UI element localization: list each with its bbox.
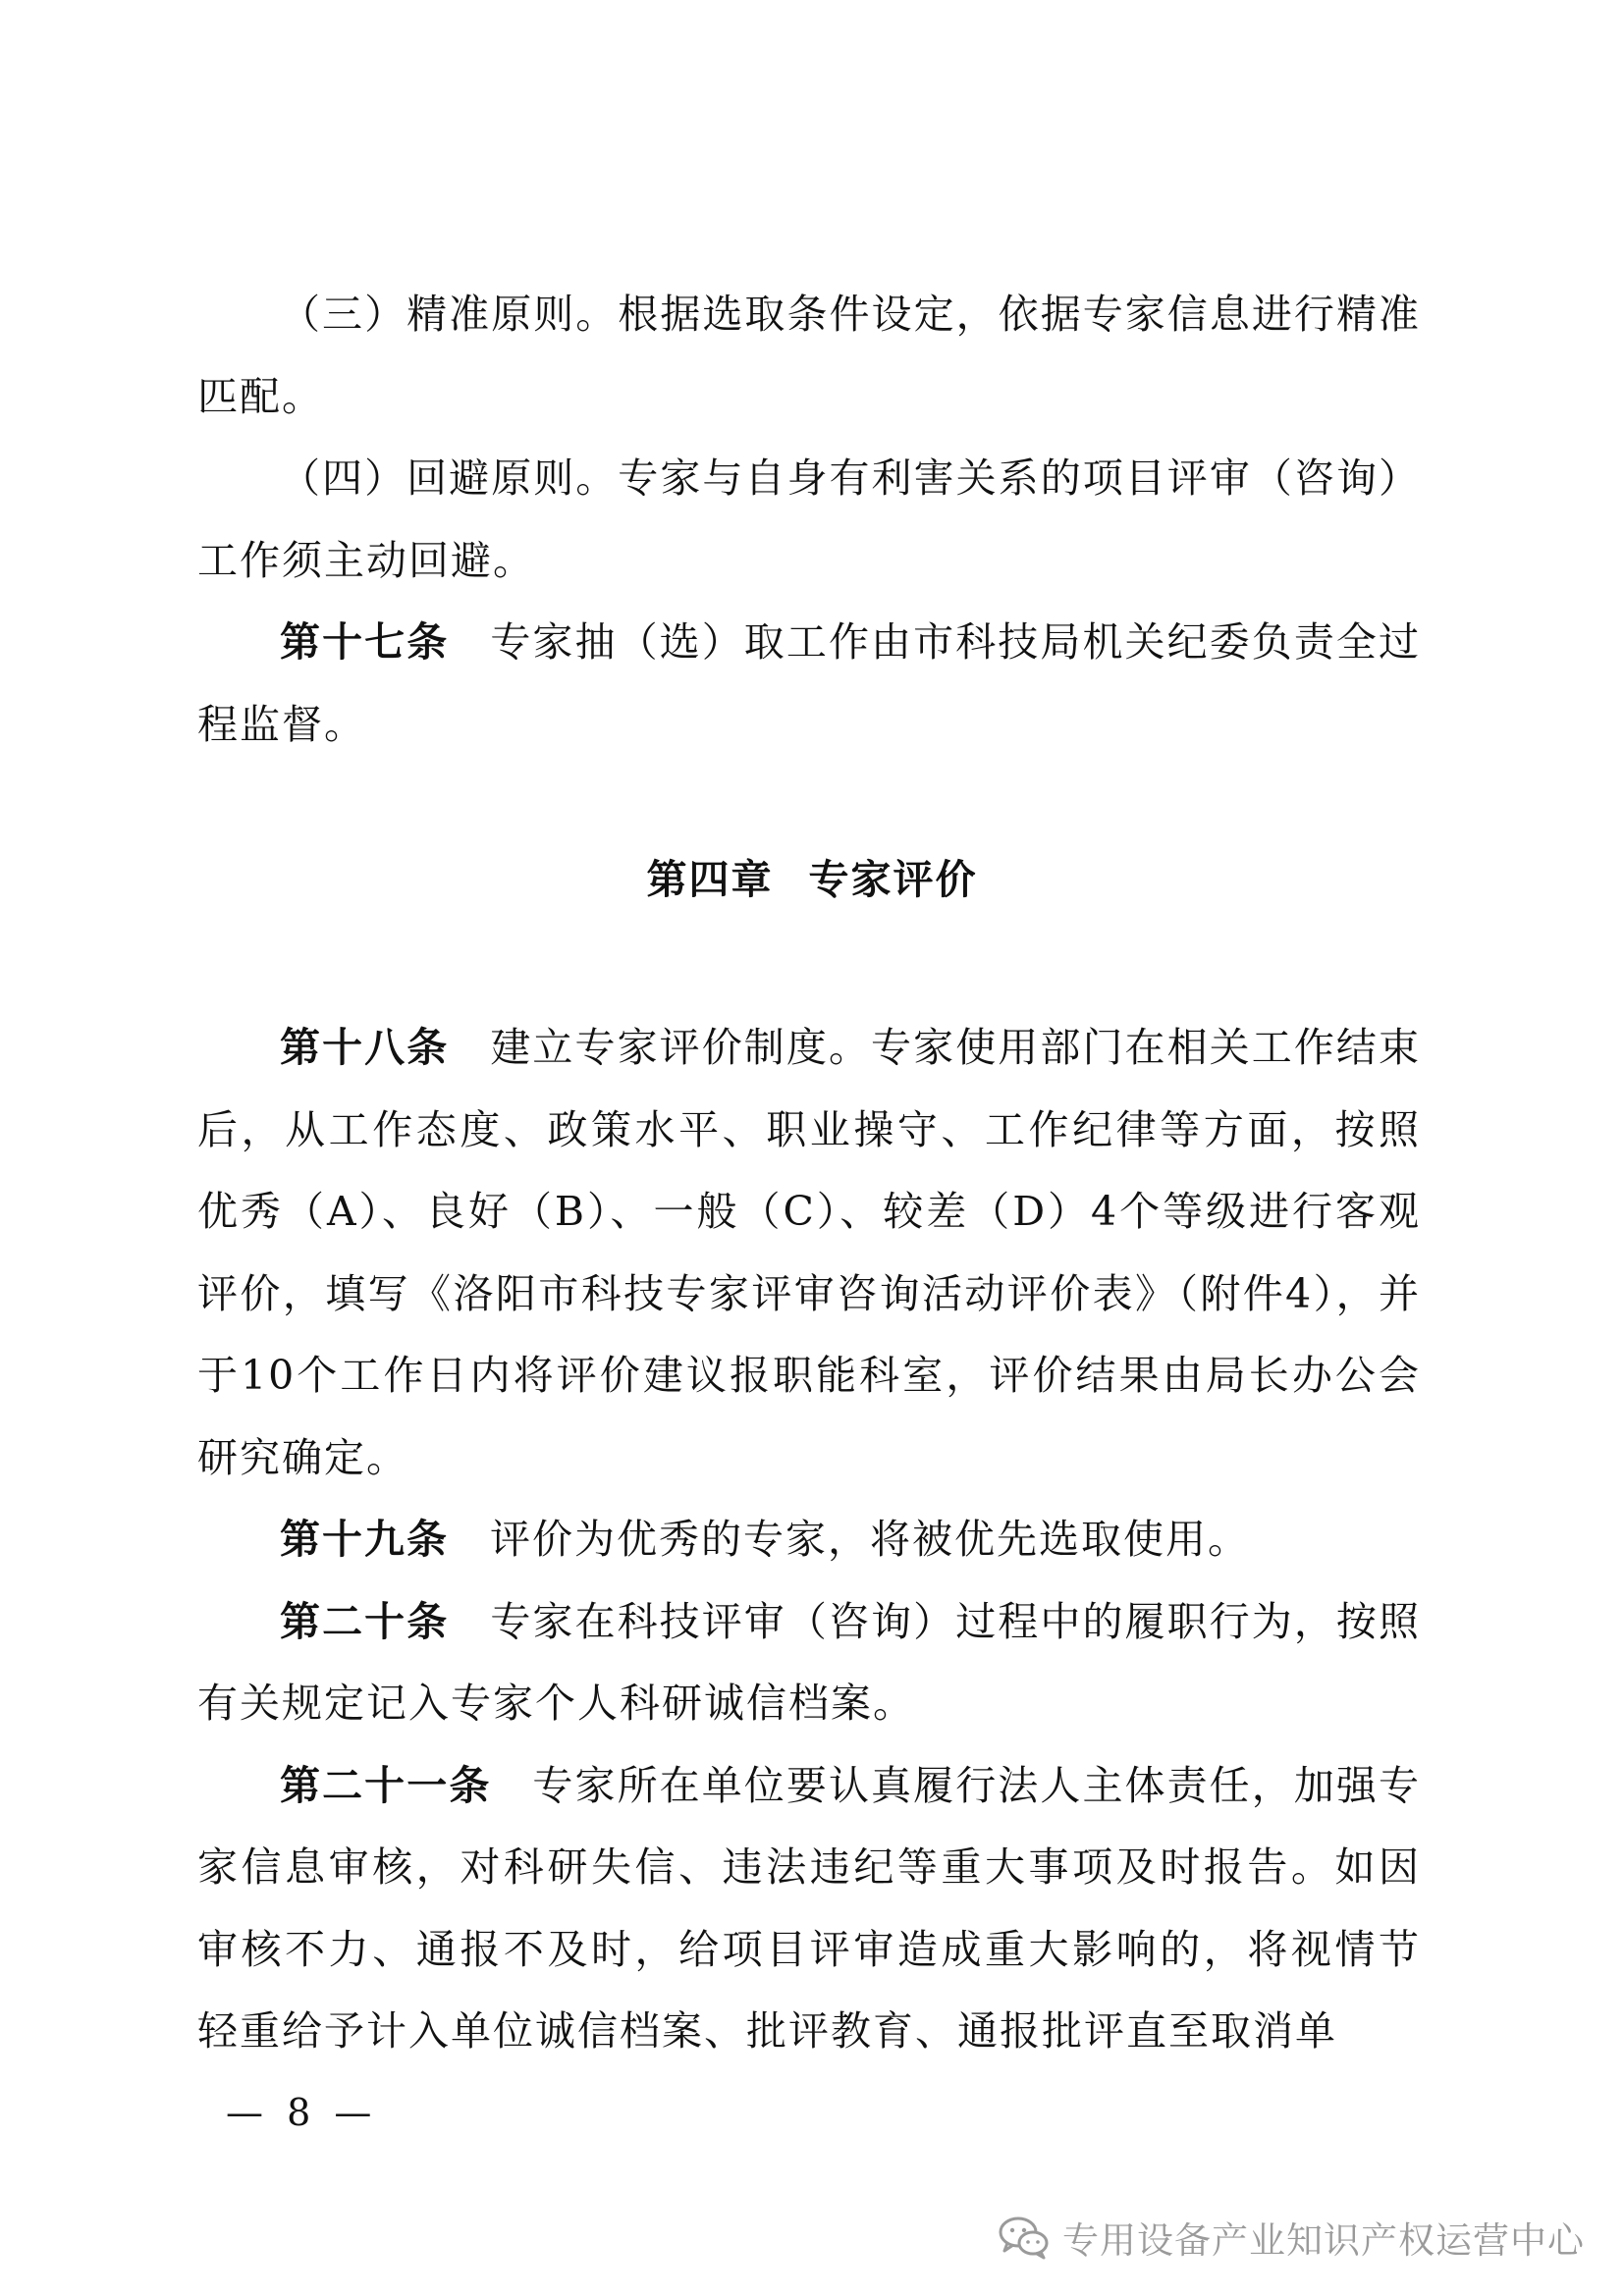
article-21-label: 第二十一条 bbox=[280, 1761, 492, 1809]
article-20-label: 第二十条 bbox=[280, 1597, 450, 1645]
article-18-label: 第十八条 bbox=[280, 1024, 450, 1071]
article-17-text: 专家抽（选）取工作由市科技局机关纪委负责全过程监督。 bbox=[197, 618, 1422, 748]
chapter-number: 第四章 bbox=[646, 856, 774, 903]
section-principles bbox=[197, 274, 1421, 766]
watermark bbox=[998, 2208, 1585, 2267]
section-expert-evaluation bbox=[197, 1007, 1421, 2073]
page-number: — 8 — bbox=[226, 2091, 378, 2134]
article-17-label: 第十七条 bbox=[280, 618, 450, 666]
article-20 bbox=[197, 1581, 1421, 1745]
article-21 bbox=[197, 1745, 1421, 2073]
article-19-label: 第十九条 bbox=[280, 1516, 449, 1563]
wechat-icon bbox=[998, 2215, 1051, 2260]
paragraph-avoidance-principle: （四）回避原则。专家与自身有利害关系的项目评审（咨询）工作须主动回避。 bbox=[197, 454, 1421, 584]
paragraph-precision-principle: （三）精准原则。根据选取条件设定，依据专家信息进行精准匹配。 bbox=[197, 291, 1421, 420]
article-17 bbox=[197, 602, 1421, 766]
article-19 bbox=[197, 1499, 1421, 1581]
chapter-title: 专家评价 bbox=[808, 856, 978, 903]
watermark-text: 专用设备产业知识产权运营中心 bbox=[1062, 2219, 1585, 2262]
chapter-heading bbox=[0, 850, 1624, 909]
article-18-text: 建立专家评价制度。专家使用部门在相关工作结束后，从工作态度、政策水平、职业操守、工作纪律等方面，按照优秀（A）、良好（B）、一般（C）、较差（D）4个等级进行客观评价，填写《洛阳市科技专家评审咨询活动评价表》（附件4），并于10个工作日内将评价建议报职能科室，评价结果由局长办公会研究确定。 bbox=[197, 1024, 1422, 1481]
article-21-text: 专家所在单位要认真履行法人主体责任，加强专家信息审核，对科研失信、违法违纪等重大事项及时报告。如因审核不力、通报不及时，给项目评审造成重大影响的，将视情节轻重给予计入单位诚信档案、批评教育、通报批评直至取消单 bbox=[197, 1761, 1422, 2055]
article-18 bbox=[197, 1007, 1421, 1499]
article-20-text: 专家在科技评审（咨询）过程中的履职行为，按照有关规定记入专家个人科研诚信档案。 bbox=[197, 1597, 1422, 1727]
article-19-text: 评价为优秀的专家，将被优先选取使用。 bbox=[490, 1516, 1250, 1563]
